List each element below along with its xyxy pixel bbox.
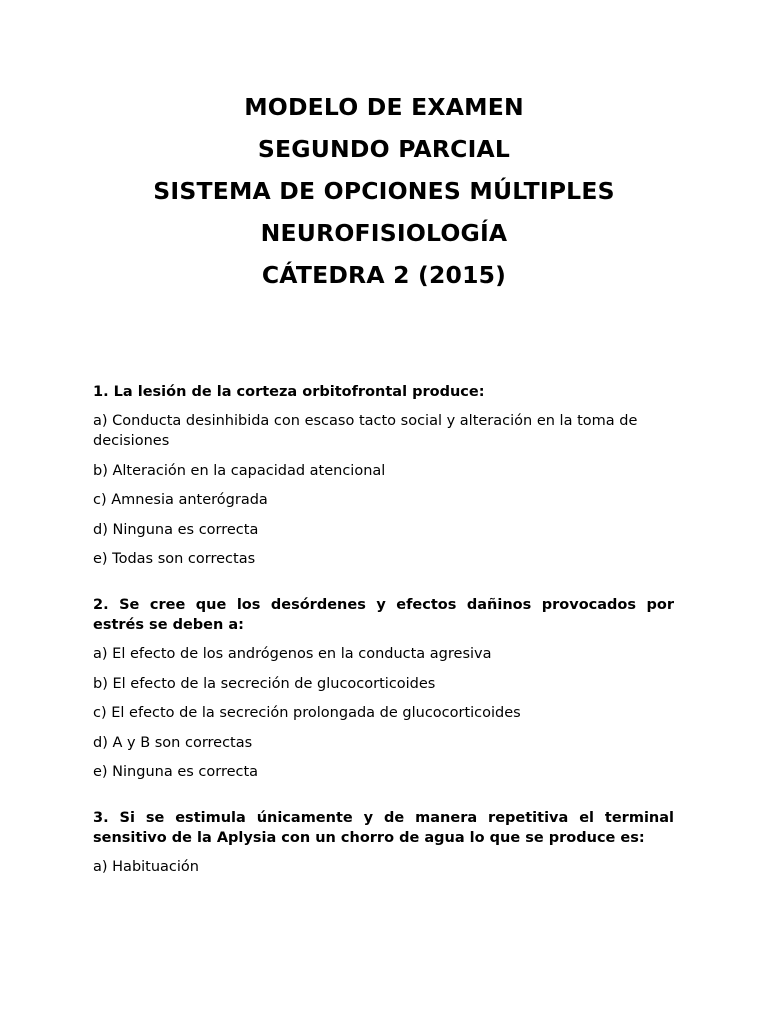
question-text: 2. Se cree que los desórdenes y efectos dañinos provocados por estrés se deben a: [93,597,674,633]
answer-option: c) El efecto de la secreción prolongada de glucocorticoides [93,705,521,721]
exam-subtitle: SEGUNDO PARCIAL [257,135,511,163]
exam-title: MODELO DE EXAMEN [244,93,524,121]
answer-option: a) Conducta desinhibida con escaso tacto social y alteración en la toma de decisiones [93,413,638,449]
answer-option: d) A y B son correctas [93,734,253,751]
answer-option: e) Todas son correctas [93,551,256,567]
answer-option: b) Alteración en la capacidad atencional [93,462,386,479]
exam-subject: NEUROFISIOLOGÍA [260,219,508,247]
exam-title-block [0,86,768,296]
question-text: 3. Si se estimula únicamente y de manera repetitiva el terminal sensitivo de la Aplysia con un chorro de agua lo que se produce es: [93,810,674,846]
question-list [93,382,674,903]
answer-option: b) El efecto de la secreción de glucocorticoides [93,675,436,692]
question-2 [93,595,674,782]
exam-chair: CÁTEDRA 2 (2015) [261,261,507,289]
question-3 [93,808,674,877]
answer-option: c) Amnesia anterógrada [93,492,268,508]
question-1 [93,382,674,569]
answer-option: a) Habituación [93,859,199,875]
answer-option: d) Ninguna es correcta [93,521,259,538]
answer-option: a) El efecto de los andrógenos en la conducta agresiva [93,646,492,662]
exam-format: SISTEMA DE OPCIONES MÚLTIPLES [153,177,615,205]
question-text: 1. La lesión de la corteza orbitofrontal produce: [93,384,485,400]
answer-option: e) Ninguna es correcta [93,764,259,780]
